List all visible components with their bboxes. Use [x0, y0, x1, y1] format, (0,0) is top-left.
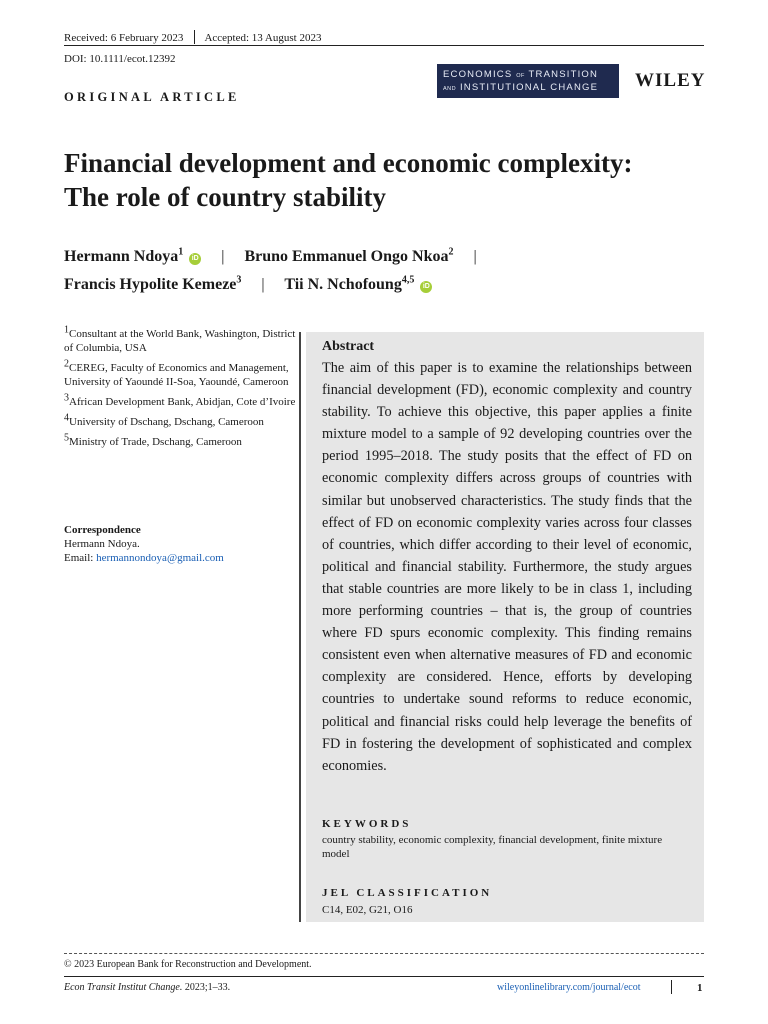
doi[interactable]: DOI: 10.1111/ecot.12392 — [64, 53, 176, 65]
affil-text: CEREG, Faculty of Economics and Management, University of Yaoundé II-Soa, Yaoundé, Cameroon — [64, 362, 289, 388]
affiliation-item — [64, 324, 296, 355]
article-dates — [64, 30, 364, 45]
correspondence-heading: Correspondence — [64, 524, 141, 536]
affil-number: 5 — [64, 432, 69, 444]
author-separator: | — [473, 248, 477, 265]
author-name[interactable]: Bruno Emmanuel Ongo Nkoa — [244, 248, 449, 265]
email-link[interactable]: hermannondoya@gmail.com — [96, 552, 224, 564]
author-affil-sup: 4,5 — [401, 274, 415, 286]
abstract-heading: Abstract — [322, 339, 375, 354]
keywords-text: country stability, economic complexity, financial development, finite mixture model — [322, 834, 663, 860]
correspondence-name: Hermann Ndoya. — [64, 538, 140, 550]
paper-title — [64, 146, 704, 214]
author-affil-sup: 1 — [178, 246, 184, 258]
abstract — [322, 337, 692, 777]
keywords-section — [322, 817, 692, 861]
affil-number: 1 — [64, 324, 69, 336]
affil-number: 4 — [64, 412, 69, 424]
journal-url[interactable]: wileyonlinelibrary.com/journal/ecot — [497, 982, 641, 993]
footer-dashed-rule — [64, 953, 704, 954]
journal-banner[interactable] — [437, 64, 619, 98]
jel-codes: C14, E02, G21, O16 — [322, 904, 413, 916]
banner-of: OF — [516, 73, 525, 79]
affil-text: Ministry of Trade, Dschang, Cameroon — [69, 436, 242, 448]
author-affil-sup: 2 — [448, 246, 454, 258]
author-affil-sup: 3 — [236, 274, 242, 286]
jel-heading: JEL CLASSIFICATION — [322, 887, 493, 899]
header-rule — [64, 45, 704, 46]
article-type: ORIGINAL ARTICLE — [64, 90, 240, 104]
abstract-divider — [299, 332, 301, 922]
publisher-logo[interactable]: WILEY — [635, 70, 706, 91]
affiliations — [64, 324, 296, 455]
affiliation-item — [64, 358, 296, 389]
author-separator: | — [261, 276, 265, 293]
banner-and: AND — [443, 86, 457, 92]
author-name[interactable]: Francis Hypolite Kemeze — [64, 276, 237, 293]
author-name[interactable]: Tii N. Nchofoung — [284, 276, 402, 293]
banner-transition: TRANSITION — [528, 69, 599, 80]
title-line-1: Financial development and economic complexity: — [64, 148, 633, 178]
accepted-date: Accepted: 13 August 2023 — [204, 32, 322, 44]
correspondence — [64, 523, 296, 565]
orcid-icon[interactable]: iD — [420, 281, 432, 293]
title-line-2: The role of country stability — [64, 182, 386, 212]
banner-economics: ECONOMICS — [443, 69, 513, 80]
copyright: © 2023 European Bank for Reconstruction and Development. — [64, 959, 312, 970]
affiliation-item — [64, 412, 296, 429]
affiliation-item — [64, 432, 296, 449]
jel-section — [322, 886, 692, 917]
page-number: 1 — [697, 982, 703, 994]
author-name[interactable]: Hermann Ndoya — [64, 248, 179, 265]
citation-journal: Econ Transit Institut Change. — [64, 982, 183, 993]
footer-rule — [64, 976, 704, 977]
citation — [64, 982, 230, 993]
author-separator: | — [221, 248, 225, 265]
author-list — [64, 243, 704, 299]
date-separator — [194, 30, 195, 44]
received-date: Received: 6 February 2023 — [64, 32, 184, 44]
affil-number: 2 — [64, 358, 69, 370]
footer-separator — [671, 980, 672, 994]
affil-number: 3 — [64, 392, 69, 404]
citation-year-pages: 2023;1–33. — [182, 982, 231, 993]
affil-text: African Development Bank, Abidjan, Cote d’Ivoire — [69, 396, 296, 408]
keywords-heading: KEYWORDS — [322, 818, 412, 830]
orcid-icon[interactable]: iD — [189, 253, 201, 265]
email-label: Email: — [64, 552, 94, 564]
abstract-text: The aim of this paper is to examine the relationships between financial development (FD), economic complexity and country stability. To achieve this objective, this paper applies a finite mixture model to a sample of 92 developing countries over the period 1995–2018. The study posits that the effect of FD on economic complexity differs across groups of countries with similar but unobserved characteristics. The study finds that the effect of FD on economic complexity varies across four classes of countries, which differ according to their level of economic, political and financial stability. Furthermore, the study argues that stable countries are more likely to be in class 1, including more performing countries – that is, the group of countries where FD spurs economic complexity. This finding remains consistent even when alternative measures of FD and economic complexity are considered. Hence, efforts by developing countries to undertake sound reforms to reduce economic, political and financial risks could help leverage the benefits of FD in fostering the development of sophisticated and complex economies. — [322, 360, 692, 774]
banner-institutional-change: INSTITUTIONAL CHANGE — [459, 82, 599, 93]
affiliation-item — [64, 392, 296, 409]
affil-text: Consultant at the World Bank, Washington, District of Columbia, USA — [64, 328, 296, 354]
affil-text: University of Dschang, Dschang, Cameroon — [69, 416, 264, 428]
